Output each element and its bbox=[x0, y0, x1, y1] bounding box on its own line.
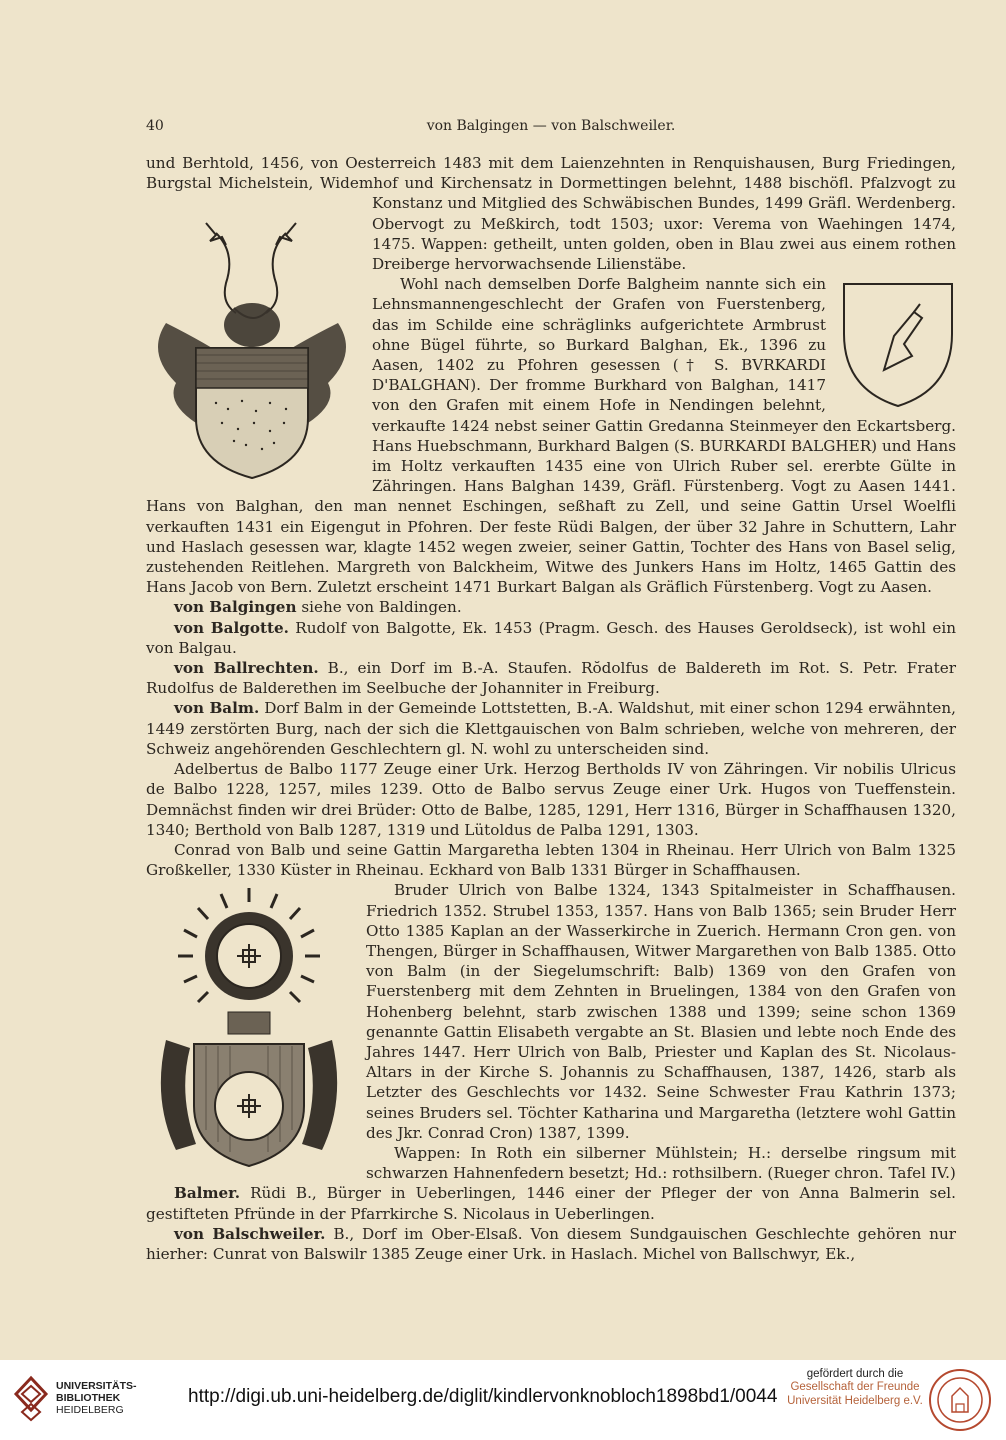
sponsor-note: gefördert durch die Gesellschaft der Freunde Universität Heidelberg e.V. bbox=[787, 1368, 923, 1407]
coat-of-arms-icon bbox=[146, 213, 358, 483]
page-header bbox=[146, 118, 956, 140]
balghan-shield-figure bbox=[840, 280, 956, 415]
lemma-ballrechten: von Ballrechten. bbox=[174, 659, 319, 678]
paragraph-balm-wappen: Wappen: In Roth ein silberner Mühlstein; H.: derselbe ringsum mit schwarzen Hahnenfedern besetzt; Hd.: rothsilbern. (Rueger chron. Tafel IV.) bbox=[366, 1143, 956, 1183]
crossbow-shield-icon bbox=[840, 280, 956, 410]
paragraph-conrad: Conrad von Balb und seine Gattin Margaretha lebten 1304 in Rheinau. Herr Ulrich von Balm 1325 Großkeller, 1330 Küster in Rheinau. Eckhard von Balb 1331 Bürger in Schaffhausen. bbox=[146, 840, 956, 880]
body-text bbox=[146, 153, 956, 1264]
lemma-balgotte: von Balgotte. bbox=[174, 618, 289, 637]
entry-balgingen-text: siehe von Baldingen. bbox=[296, 598, 462, 617]
lemma-balschweiler: von Balschweiler. bbox=[174, 1224, 326, 1243]
running-title: von Balgingen — von Balschweiler. bbox=[426, 118, 676, 134]
digitization-footer bbox=[0, 1360, 1006, 1440]
library-logo-icon bbox=[12, 1374, 50, 1429]
lemma-balm: von Balm. bbox=[174, 699, 260, 718]
entry-balmer-text: Rüdi B., Bürger in Ueberlingen, 1446 einer der Pfleger der von Anna Balmerin sel. gestifteten Pfründe in der Pfarrkirche S. Nicolaus in Ueberlingen. bbox=[146, 1184, 956, 1223]
paragraph-ulrich: Bruder Ulrich von Balbe 1324, 1343 Spitalmeister in Schaffhausen. Friedrich 1352. Strubel 1353, 1357. Hans von Balb 1365; sein Bruder Herr Otto 1385 Kaplan an der Wasserkirche in Zuerich. Hermann Cron gen. von Thengen, Bürger in Schaffhausen, Witwer Margarethen von Balb 1385. Otto von Balm (in der Siegelumschrift: Balb) 1369 von den Grafen von Fuerstenberg mit dem Zehnten in Bruelingen, 1384 von den Grafen von Hohenberg belehnt, starb zwischen 1388 und 1399; seine schon 1369 genannte Gattin Elisabeth vergabte an St. Blasien und lebte noch Ende des Jahres 1447. Herr Ulrich von Balb, Priester und Kaplan des St. Nicolaus-Altars in der Kirche S. Johannis zu Schaffhausen, 1387, 1426, starb als Letzter des Geschlechts vor 1432. Seine Schwester Frau Kathrin 1373; seines Bruders sel. Töchter Katharina und Margaretha (letztere wohl Gattin des Jkr. Conrad Cron) 1387, 1399. bbox=[366, 881, 956, 1142]
entry-balmer bbox=[146, 1183, 956, 1223]
entry-ballrechten bbox=[146, 658, 956, 698]
paragraph-berhtold: und Berhtold, 1456, von Oesterreich 1483 mit dem Laienzehnten in Renquishausen, Burg Friedingen, Burgstal Michelstein, Widemhof und Kirchensatz in Dormettingen belehnt, 1488 bischöfl. Pfalzvogt zu Konstanz und Mitglied des Schwäbischen Bundes, 1499 Gräfl. Werdenberg. Obervogt zu Meßkirch, todt 1503; uxor: Verema von Waehingen 1474, 1475. Wappen: getheilt, unten golden, oben in Blau zwei aus einem rothen Dreiberge hervorwachsende Lilienstäbe. bbox=[146, 154, 956, 274]
entry-balm-text: Dorf Balm in der Gemeinde Lottstetten, B.-A. Waldshut, mit einer schon 1294 erwähnten, 1449 zerstörten Burg, nach der sich die Klettgauischen von Balm schrieben, welche von mehreren, der Schweiz angehörenden Geschlechtern gl. N. wohl zu unterscheiden sind. bbox=[146, 699, 956, 758]
balghan-coat-of-arms-figure bbox=[146, 213, 358, 488]
entry-balgotte-text: Rudolf von Balgotte, Ek. 1453 (Pragm. Gesch. des Hauses Geroldseck), ist wohl ein von Balgau. bbox=[146, 618, 956, 657]
entry-balschweiler-text: B., Dorf im Ober-Elsaß. Von diesem Sundgauischen Geschlechte gehören nur hierher: Cunrat von Balswilr 1385 Zeuge einer Urk. in Haslach. Michel von Ballschwyr, Ek., bbox=[146, 1224, 956, 1263]
library-name: UNIVERSITÄTS- BIBLIOTHEK HEIDELBERG bbox=[56, 1380, 137, 1416]
paragraph-balgheim: Wohl nach demselben Dorfe Balgheim nannte sich ein Lehnsmannengeschlecht der Grafen von Fuerstenberg, das im Schilde eine schräglinks aufgerichtete Armbrust ohne Bügel führte, so Burkard Balghan, Ek., 1396 zu Aasen, 1402 zu Pfohren gesessen († S. BVRKARDI D'BALGHAN). Der fromme Burkhard von Balghan, 1417 von den Grafen mit einem Hofe in Nendingen belehnt, verkaufte 1424 nebst seiner Gattin Gredanna Steinmeyer den Eckartsberg. Hans Huebschmann, Burkhard Balgen (S. BURKARDI BALGHER) und Hans im Holtz verkauften 1435 eine von Ulrich Ruber sel. ererbte Gülte in Zähringen. Hans Balghan 1439, Gräfl. Fürstenberg. Vogt zu Aasen 1441. Hans von Balghan, den man nennet Eschingen, seßhaft zu Zell, und seine Gattin Ursel Woelfli verkauften 1431 ein Eigengut in Pfohren. Der feste Rüdi Balgen, der über 32 Jahre in Schuttern, Lahr und Haslach gesessen war, klagte 1452 wegen zweier, seiner Gattin, Tochter des Hans von Basel selig, zustehenden Reitlehen. Margreth von Balckheim, Witwe des Junkers Hans im Holtz, 1465 Gattin des Hans Jacob von Bern. Zuletzt erscheint 1471 Burkart Balgan als Gräflich Fürstenberg. Vogt zu Aasen. bbox=[146, 275, 956, 597]
lemma-balmer: Balmer. bbox=[174, 1184, 241, 1203]
entry-balm bbox=[146, 698, 956, 759]
university-seal-icon bbox=[928, 1368, 992, 1437]
page-number: 40 bbox=[146, 118, 164, 134]
lemma-balgingen: von Balgingen bbox=[174, 598, 297, 617]
entry-ballrechten-text: B., ein Dorf im B.-A. Staufen. Rŏdolfus de Baldereth im Rot. S. Petr. Frater Rudolfus de Balderethen im Seelbuche der Johanniter in Freiburg. bbox=[146, 659, 956, 698]
paragraph-adelbertus: Adelbertus de Balbo 1177 Zeuge einer Urk. Herzog Bertholds IV von Zähringen. Vir nobilis Ulricus de Balbo 1228, 1257, miles 1239. Otto de Balbo servus Zeuge einer Urk. Hugos von Tueffenstein. Demnächst finden wir drei Brüder: Otto de Balbe, 1285, 1291, Herr 1316, Bürger in Schaffhausen 1320, 1340; Berthold von Balb 1287, 1319 und Lütoldus de Palba 1291, 1303. bbox=[146, 760, 956, 839]
entry-balgingen bbox=[146, 597, 956, 617]
millstone-arms-icon bbox=[146, 880, 352, 1172]
permalink-url[interactable]: http://digi.ub.uni-heidelberg.de/diglit/kindlervonknobloch1898bd1/0044 bbox=[188, 1386, 778, 1407]
entry-balgotte bbox=[146, 618, 956, 658]
balm-coat-of-arms-figure bbox=[146, 880, 352, 1177]
entry-balschweiler bbox=[146, 1224, 956, 1264]
